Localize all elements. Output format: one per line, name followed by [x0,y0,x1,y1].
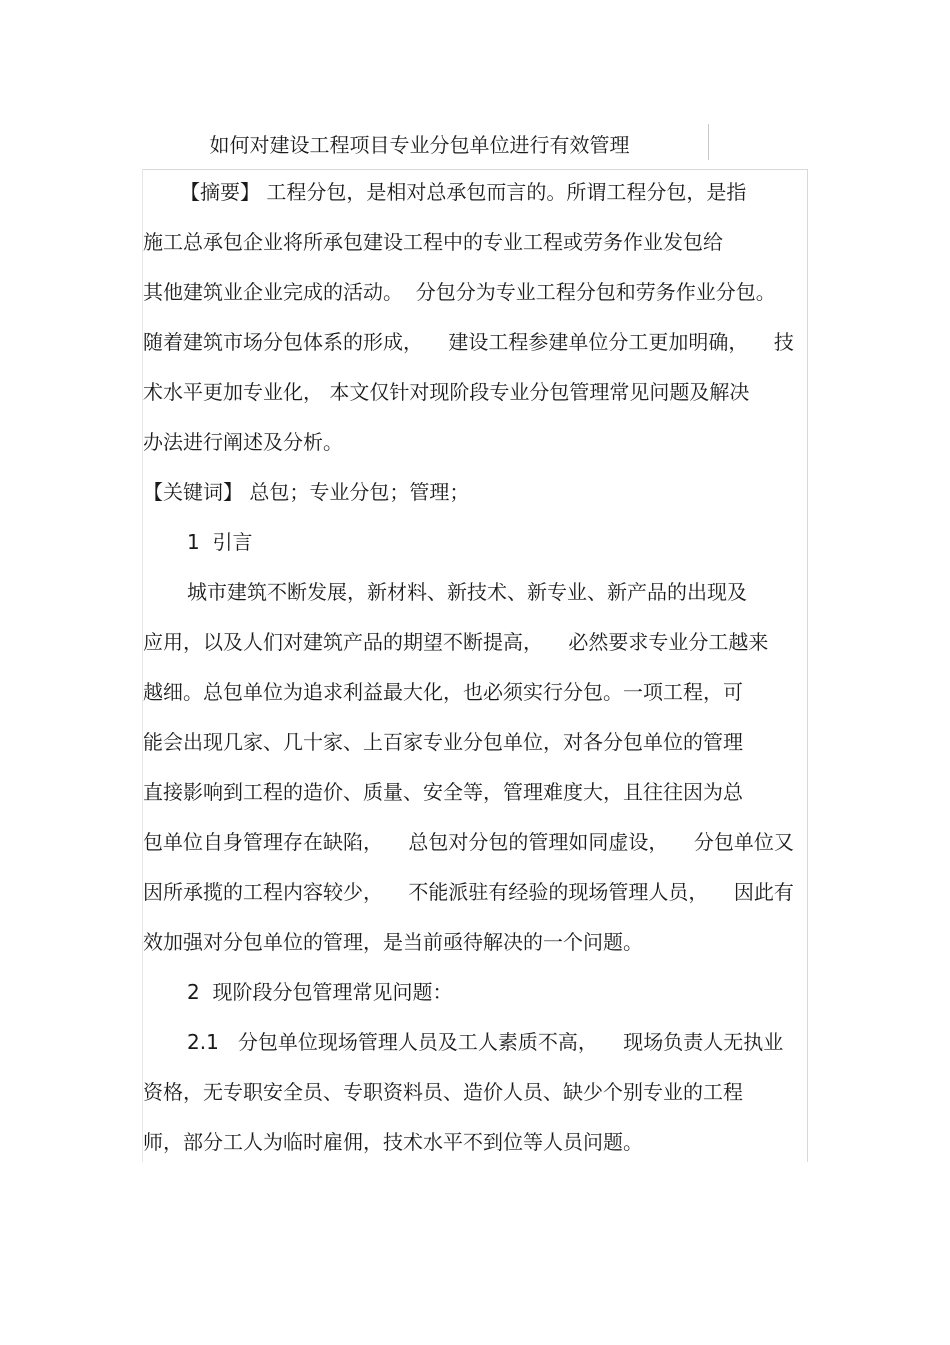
abstract-line-5: 术水平更加专业化， 本文仅针对现阶段专业分包管理常见问题及解决 [143,380,750,404]
abstract-line-3: 其他建筑业企业完成的活动。 分包分为专业工程分包和劳务作业分包。 [143,280,776,304]
title-divider [708,124,709,160]
abstract-line-4: 随着建筑市场分包体系的形成， 建设工程参建单位分工更加明确， 技 [143,330,794,354]
subsection-line-3: 师，部分工人为临时雇佣，技术水平不到位等人员问题。 [143,1130,643,1154]
body-line-1: 城市建筑不断发展，新材料、新技术、新专业、新产品的出现及 [187,580,747,604]
section-heading-1: 1 引言 [187,530,253,554]
subsection-line-1: 2.1 分包单位现场管理人员及工人素质不高， 现场负责人无执业 [187,1030,784,1054]
body-line-4: 能会出现几家、几十家、上百家专业分包单位，对各分包单位的管理 [143,730,743,754]
subsection-line-2: 资格，无专职安全员、专职资料员、造价人员、缺少个别专业的工程 [143,1080,743,1104]
text-frame-left-border [142,169,143,1162]
body-line-7: 因所承揽的工程内容较少， 不能派驻有经验的现场管理人员， 因此有 [143,880,794,904]
section-heading-2: 2 现阶段分包管理常见问题： [187,980,453,1004]
abstract-line-1: 【摘要】 工程分包，是相对总承包而言的。所谓工程分包，是指 [180,180,747,204]
body-line-5: 直接影响到工程的造价、质量、安全等，管理难度大，且往往因为总 [143,780,743,804]
body-line-2: 应用，以及人们对建筑产品的期望不断提高， 必然要求专业分工越来 [143,630,769,654]
text-frame-top-border [142,169,808,170]
abstract-line-2: 施工总承包企业将所承包建设工程中的专业工程或劳务作业发包给 [143,230,723,254]
text-frame-right-border [807,169,808,1162]
page-title: 如何对建设工程项目专业分包单位进行有效管理 [209,133,630,157]
keywords-line: 【关键词】 总包；专业分包；管理； [143,480,470,504]
body-line-8: 效加强对分包单位的管理，是当前亟待解决的一个问题。 [143,930,643,954]
body-line-3: 越细。总包单位为追求利益最大化，也必须实行分包。一项工程，可 [143,680,743,704]
body-line-6: 包单位自身管理存在缺陷， 总包对分包的管理如同虚设， 分包单位又 [143,830,794,854]
abstract-line-6: 办法进行阐述及分析。 [143,430,343,454]
